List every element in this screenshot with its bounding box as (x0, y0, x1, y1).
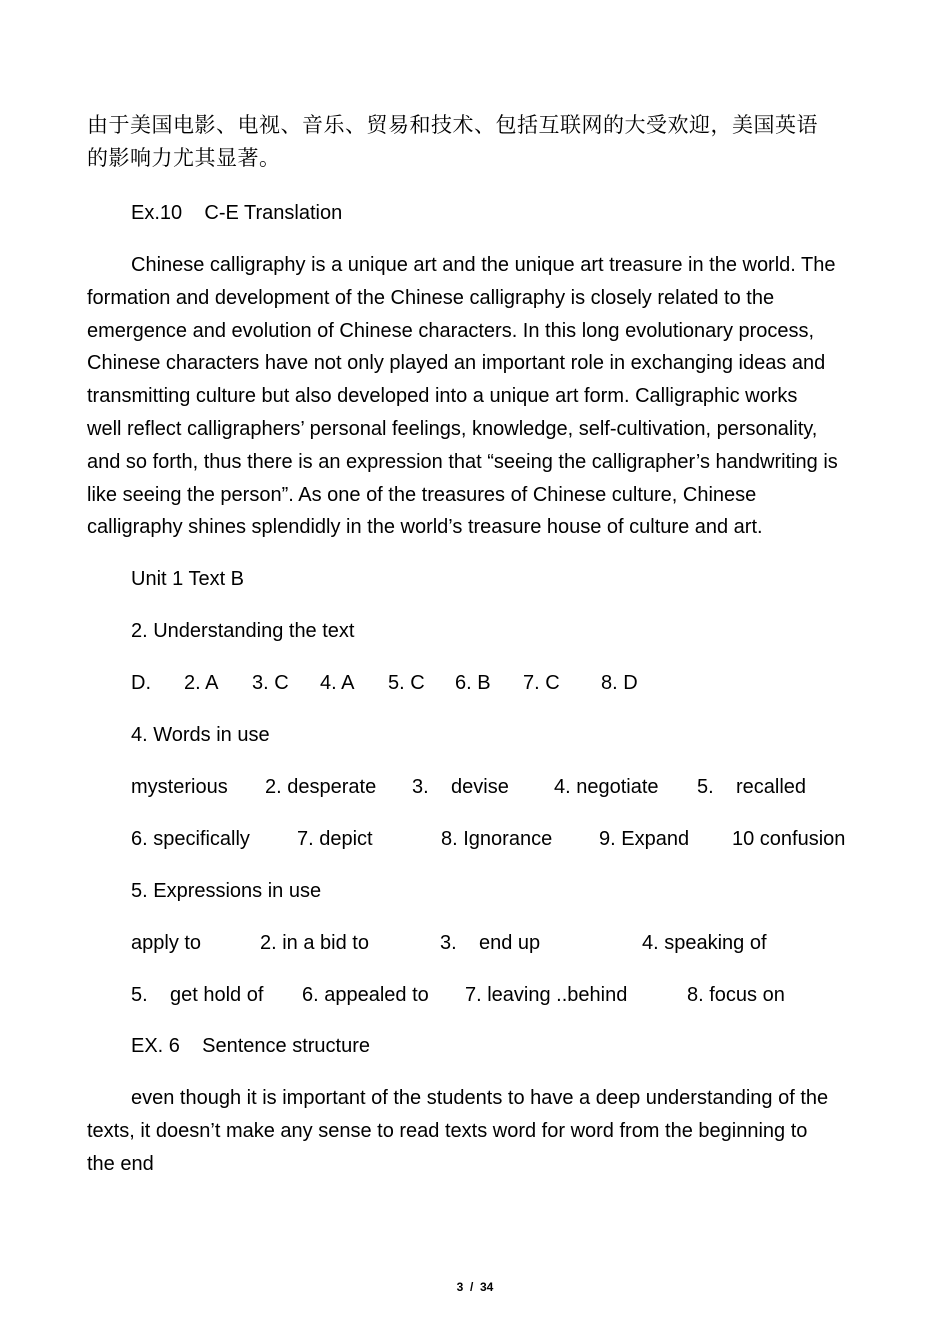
expression-item: 8. focus on (687, 984, 785, 1006)
sentence-structure-heading: EX. 6 Sentence structure (131, 1035, 371, 1057)
answer-item: 5. C (388, 672, 425, 694)
expression-item: 4. speaking of (642, 932, 767, 954)
translation-line: emergence and evolution of Chinese characters. In this long evolutionary process, (87, 319, 815, 342)
sentence-structure-paragraph (87, 1082, 867, 1180)
answer-item: 4. A (320, 672, 355, 694)
page-indicator: 3 / 34 (456, 1280, 494, 1294)
answer-item: 7. C (523, 672, 560, 694)
expressions-row-1 (131, 929, 891, 957)
chinese-text-line-2: 的影响力尤其显著。 (87, 146, 281, 170)
answer-item: D. (131, 672, 151, 694)
expressions-heading: 5. Expressions in use (131, 880, 322, 902)
word-item: 4. negotiate (554, 776, 659, 798)
expression-item: get hold of (170, 984, 264, 1006)
ex10-heading: Ex.10 C-E Translation (131, 202, 343, 224)
words-in-use-heading: 4. Words in use (131, 724, 270, 746)
word-item: 5. (697, 776, 714, 798)
word-item: devise (451, 776, 509, 798)
chinese-text-line-1: 由于美国电影、电视、音乐、贸易和技术、包括互联网的大受欢迎，美国英语 (87, 113, 818, 137)
expression-item: 7. leaving ..behind (465, 984, 628, 1006)
expressions-row-2 (131, 981, 891, 1009)
word-item: 10 confusion (732, 828, 846, 850)
understanding-answers-row (131, 669, 851, 697)
word-item: 6. specifically (131, 828, 250, 850)
translation-line: transmitting culture but also developed into a unique art form. Calligraphic works (87, 385, 798, 408)
answer-item: 2. A (184, 672, 219, 694)
expression-item: apply to (131, 932, 202, 954)
answer-item: 3. C (252, 672, 289, 694)
answer-item: 6. B (455, 672, 491, 694)
translation-line: Chinese characters have not only played an important role in exchanging ideas and (87, 352, 826, 375)
expression-item: 6. appealed to (302, 984, 429, 1006)
translation-line: well reflect calligraphers’ personal feelings, knowledge, self-cultivation, personality, (87, 417, 818, 440)
expression-item: 3. (440, 932, 457, 954)
word-item: recalled (736, 776, 807, 798)
words-row-2 (131, 825, 891, 853)
sentence-line: even though it is important of the students to have a deep understanding of the (131, 1087, 829, 1109)
sentence-line: texts, it doesn’t make any sense to read texts word for word from the beginning to (87, 1119, 808, 1142)
word-item: 8. Ignorance (441, 828, 553, 850)
word-item: mysterious (131, 776, 228, 798)
translation-line: and so forth, thus there is an expression that “seeing the calligrapher’s handwriting is (87, 450, 838, 473)
translation-paragraph (87, 249, 867, 544)
translation-line: Chinese calligraphy is a unique art and the unique art treasure in the world. The (131, 254, 836, 276)
sentence-line: the end (87, 1152, 154, 1175)
expression-item: end up (479, 932, 541, 954)
expression-item: 2. in a bid to (260, 932, 369, 954)
word-item: 7. depict (297, 828, 373, 850)
unit-heading: Unit 1 Text B (131, 568, 245, 590)
answer-item: 8. D (601, 672, 638, 694)
expression-item: 5. (131, 984, 148, 1006)
translation-line: calligraphy shines splendidly in the world’s treasure house of culture and art. (87, 516, 763, 539)
words-row-1 (131, 773, 891, 801)
translation-line: formation and development of the Chinese calligraphy is closely related to the (87, 286, 775, 309)
word-item: 3. (412, 776, 429, 798)
translation-line: like seeing the person”. As one of the treasures of Chinese culture, Chinese (87, 483, 757, 506)
understanding-heading: 2. Understanding the text (131, 620, 355, 642)
word-item: 2. desperate (265, 776, 377, 798)
word-item: 9. Expand (599, 828, 690, 850)
